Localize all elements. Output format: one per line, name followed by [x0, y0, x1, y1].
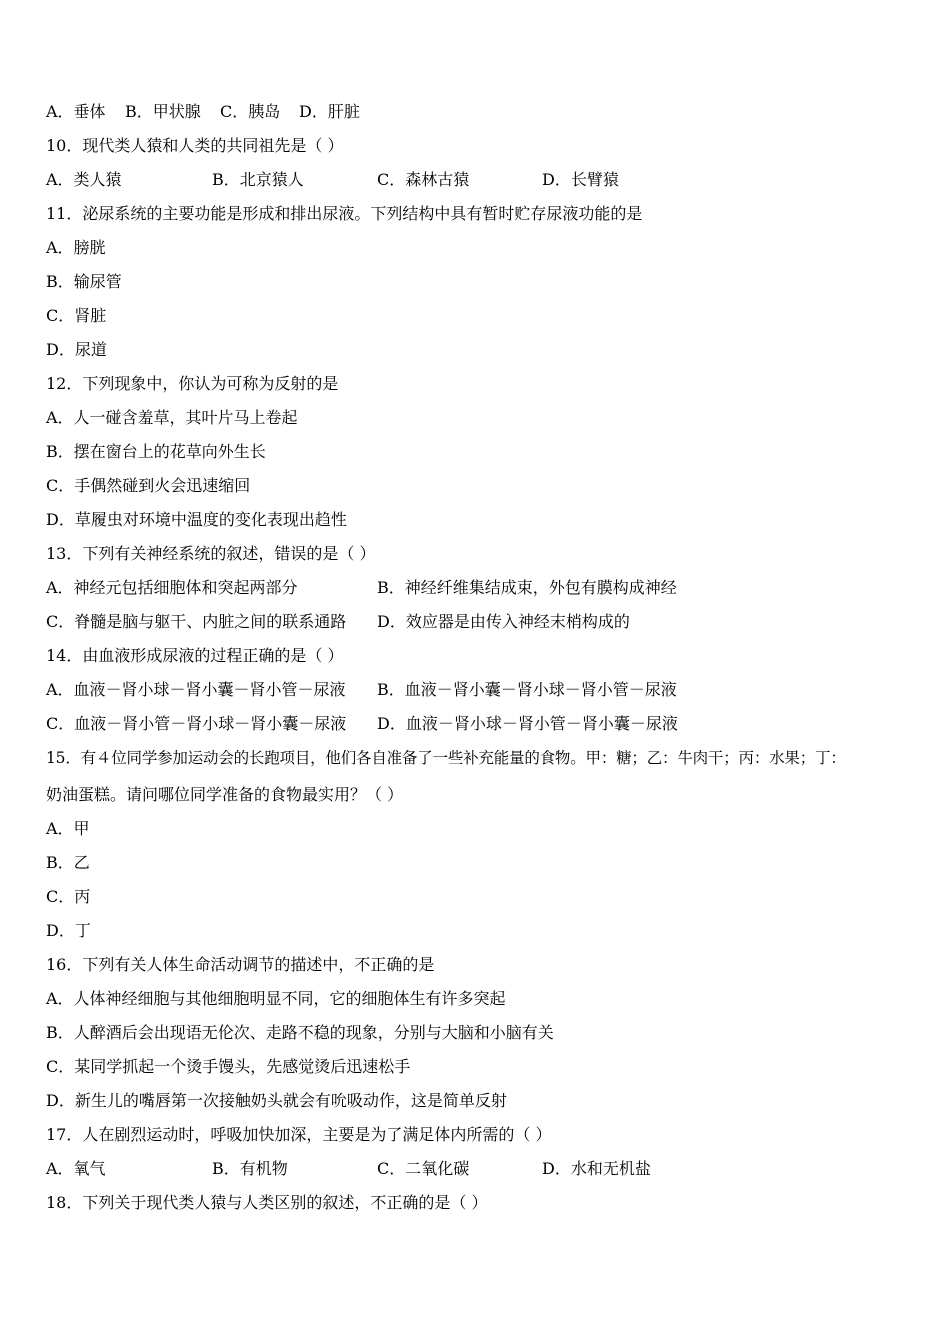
q13-option-d: D．效应器是由传入神经末梢构成的 [377, 612, 630, 631]
q17-option-a: A．氧气 [46, 1159, 106, 1178]
q14-option-a: A．血液－肾小球－肾小囊－肾小管－尿液 [46, 680, 346, 699]
q15-option-d: D．丁 [46, 921, 91, 940]
q17-option-c: C．二氧化碳 [377, 1159, 470, 1178]
q14-option-b: B．血液－肾小囊－肾小球－肾小管－尿液 [377, 680, 677, 699]
q14-option-c: C．血液－肾小管－肾小球－肾小囊－尿液 [46, 714, 347, 733]
q16-option-b: B．人醉酒后会出现语无伦次、走路不稳的现象，分别与大脑和小脑有关 [46, 1023, 554, 1042]
q9-option-b: B．甲状腺 [125, 102, 201, 121]
question-17-stem: 17．人在剧烈运动时，呼吸加快加深，主要是为了满足体内所需的（ ） [46, 1125, 552, 1144]
q10-option-d: D．长臂猿 [542, 170, 619, 189]
q13-option-c: C．脊髓是脑与躯干、内脏之间的联系通路 [46, 612, 347, 631]
question-13-stem: 13．下列有关神经系统的叙述，错误的是（ ） [46, 544, 376, 563]
q9-option-d: D．肝脏 [299, 102, 360, 121]
q13-option-b: B．神经纤维集结成束，外包有膜构成神经 [377, 578, 677, 597]
q14-option-d: D．血液－肾小球－肾小管－肾小囊－尿液 [377, 714, 678, 733]
q9-option-c: C．胰岛 [220, 102, 281, 121]
q15-option-b: B．乙 [46, 853, 90, 872]
q10-option-c: C．森林古猿 [377, 170, 470, 189]
q12-option-d: D．草履虫对环境中温度的变化表现出趋性 [46, 510, 347, 529]
q12-option-a: A．人一碰含羞草，其叶片马上卷起 [46, 408, 298, 427]
question-16-stem: 16．下列有关人体生命活动调节的描述中，不正确的是 [46, 955, 435, 974]
question-14-stem: 14．由血液形成尿液的过程正确的是（ ） [46, 646, 344, 665]
q16-option-a: A．人体神经细胞与其他细胞明显不同，它的细胞体生有许多突起 [46, 989, 506, 1008]
question-11-stem: 11．泌尿系统的主要功能是形成和排出尿液。下列结构中具有暂时贮存尿液功能的是 [46, 204, 643, 223]
q13-option-a: A．神经元包括细胞体和突起两部分 [46, 578, 298, 597]
question-18-stem: 18．下列关于现代类人猿与人类区别的叙述，不正确的是（ ） [46, 1193, 488, 1212]
q11-option-b: B．输尿管 [46, 272, 122, 291]
q12-option-b: B．摆在窗台上的花草向外生长 [46, 442, 266, 461]
q12-option-c: C．手偶然碰到火会迅速缩回 [46, 476, 251, 495]
question-10-stem: 10．现代类人猿和人类的共同祖先是（ ） [46, 136, 344, 155]
q9-option-a: A．垂体 [46, 102, 106, 121]
q11-option-c: C．肾脏 [46, 306, 107, 325]
q10-option-a: A．类人猿 [46, 170, 122, 189]
question-15-stem-line2: 奶油蛋糕。请问哪位同学准备的食物最实用？（ ） [46, 785, 404, 804]
question-15-stem-line1: 15．有４位同学参加运动会的长跑项目，他们各自准备了一些补充能量的食物。甲：糖；乙：牛肉干；丙：水果；丁： [46, 749, 846, 767]
q17-option-d: D．水和无机盐 [542, 1159, 651, 1178]
q17-option-b: B．有机物 [212, 1159, 288, 1178]
question-12-stem: 12．下列现象中，你认为可称为反射的是 [46, 374, 339, 393]
q16-option-d: D．新生儿的嘴唇第一次接触奶头就会有吮吸动作，这是简单反射 [46, 1091, 507, 1110]
q10-option-b: B．北京猿人 [212, 170, 304, 189]
q15-option-c: C．丙 [46, 887, 91, 906]
q15-option-a: A．甲 [46, 819, 90, 838]
q11-option-d: D．尿道 [46, 340, 107, 359]
q16-option-c: C．某同学抓起一个烫手馒头，先感觉烫后迅速松手 [46, 1057, 411, 1076]
q11-option-a: A．膀胱 [46, 238, 106, 257]
